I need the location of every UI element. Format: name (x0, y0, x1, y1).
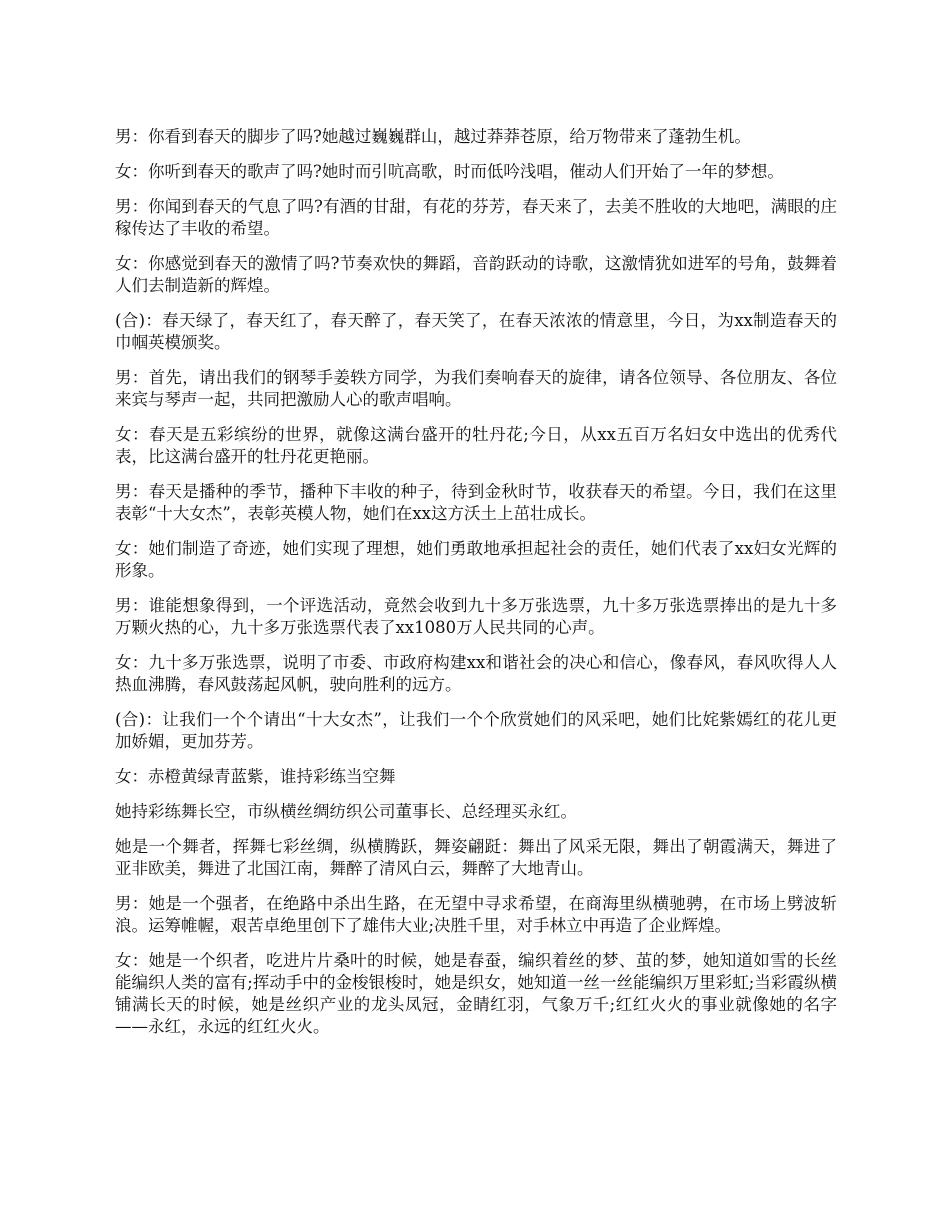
document-body (115, 126, 837, 1051)
paragraph: (合)：春天绿了，春天红了，春天醉了，春天笑了，在春天浓浓的情意里，今日，为xx制造春天的巾帼英模颁奖。 (115, 311, 837, 352)
paragraph: 她持彩练舞长空，市纵横丝绸纺织公司董事长、总经理买永红。 (115, 802, 577, 821)
paragraph: 女：她是一个织者，吃进片片桑叶的时候，她是春蚕，编织着丝的梦、茧的梦，她知道如雪的长丝能编织人类的富有;挥动手中的金梭银梭时，她是织女，她知道一丝一丝能编织万里彩虹;当彩霞纵横铺满长天的时候，她是丝织产业的龙头凤冠，金睛红羽，气象万千;红红火火的事业就像她的名字——永红，永远的红红火火。 (115, 951, 837, 1036)
paragraph: 女：你感觉到春天的激情了吗?节奏欢快的舞蹈，音韵跃动的诗歌，这激情犹如进军的号角，鼓舞着人们去制造新的辉煌。 (115, 254, 837, 295)
paragraph: 男：她是一个强者，在绝路中杀出生路，在无望中寻求希望，在商海里纵横驰骋，在市场上劈波斩浪。运筹帷幄，艰苦卓绝里创下了雄伟大业;决胜千里，对手林立中再造了企业辉煌。 (115, 894, 837, 935)
paragraph: 她是一个舞者，挥舞七彩丝绸，纵横腾跃，舞姿翩跹：舞出了风采无限，舞出了朝霞满天，舞进了亚非欧美，舞进了北国江南，舞醉了清风白云，舞醉了大地青山。 (115, 837, 837, 878)
paragraph: (合)：让我们一个个请出“十大女杰”，让我们一个个欣赏她们的风采吧，她们比姹紫嫣红的花儿更加娇媚，更加芬芳。 (115, 710, 837, 751)
paragraph: 男：你闻到春天的气息了吗?有酒的甘甜，有花的芬芳，春天来了，去美不胜收的大地吧，满眼的庄稼传达了丰收的希望。 (115, 197, 837, 238)
paragraph: 女：九十多万张选票，说明了市委、市政府构建xx和谐社会的决心和信心，像春风，春风吹得人人热血沸腾，春风鼓荡起风帆，驶向胜利的远方。 (115, 653, 837, 694)
paragraph: 男：你看到春天的脚步了吗?她越过巍巍群山，越过莽莽苍原，给万物带来了蓬勃生机。 (115, 127, 751, 146)
paragraph: 女：她们制造了奇迹，她们实现了理想，她们勇敢地承担起社会的责任，她们代表了xx妇女光辉的形象。 (115, 539, 837, 580)
paragraph: 女：春天是五彩缤纷的世界，就像这满台盛开的牡丹花;今日，从xx五百万名妇女中选出的优秀代表，比这满台盛开的牡丹花更艳丽。 (115, 425, 837, 466)
paragraph: 男：春天是播种的季节，播种下丰收的种子，待到金秋时节，收获春天的希望。今日，我们在这里表彰“十大女杰”，表彰英模人物，她们在xx这方沃土上茁壮成长。 (115, 482, 837, 523)
paragraph: 男：谁能想象得到，一个评选活动，竟然会收到九十多万张选票，九十多万张选票捧出的是九十多万颗火热的心，九十多万张选票代表了xx1080万人民共同的心声。 (115, 596, 837, 637)
paragraph: 女：你听到春天的歌声了吗?她时而引吭高歌，时而低吟浅唱，催动人们开始了一年的梦想。 (115, 162, 784, 181)
paragraph: 女：赤橙黄绿青蓝紫，谁持彩练当空舞 (115, 767, 396, 786)
paragraph: 男：首先，请出我们的钢琴手姜轶方同学，为我们奏响春天的旋律，请各位领导、各位朋友、各位来宾与琴声一起，共同把激励人心的歌声唱响。 (115, 368, 837, 409)
